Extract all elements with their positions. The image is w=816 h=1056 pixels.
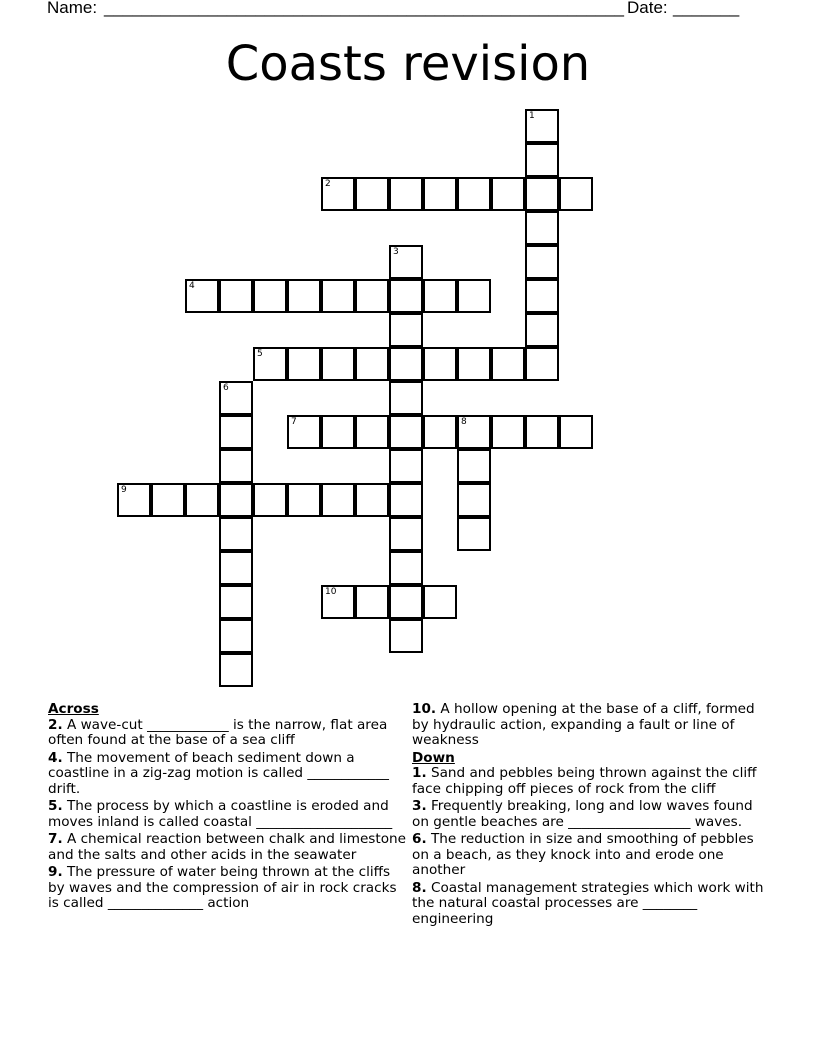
clue-number: 9: [121, 485, 127, 495]
crossword-cell[interactable]: [457, 415, 491, 449]
crossword-cell[interactable]: [219, 653, 253, 687]
crossword-cell[interactable]: [287, 483, 321, 517]
clue-item-number: 7.: [48, 831, 63, 847]
crossword-cell[interactable]: [525, 245, 559, 279]
crossword-cell[interactable]: [253, 483, 287, 517]
crossword-cell[interactable]: [491, 177, 525, 211]
clue-item-text: The process by which a coastline is eroded and moves inland is called coastal ____________________: [48, 798, 393, 830]
crossword-cell[interactable]: [219, 585, 253, 619]
crossword-cell[interactable]: [185, 279, 219, 313]
crossword-cell[interactable]: [219, 517, 253, 551]
clue-number: 8: [461, 417, 467, 427]
crossword-cell[interactable]: [491, 347, 525, 381]
clue-number: 6: [223, 383, 229, 393]
crossword-cell[interactable]: [525, 211, 559, 245]
clue-item-number: 5.: [48, 798, 63, 814]
crossword-cell[interactable]: [253, 347, 287, 381]
clue-item-text: A chemical reaction between chalk and limestone and the salts and other acids in the seawater: [48, 831, 407, 863]
clue-item: [412, 881, 770, 928]
crossword-cell[interactable]: [389, 381, 423, 415]
crossword-cell[interactable]: [525, 279, 559, 313]
crossword-cell[interactable]: [219, 551, 253, 585]
crossword-cell[interactable]: [525, 415, 559, 449]
down-heading: Down: [412, 749, 455, 766]
crossword-cell[interactable]: [389, 415, 423, 449]
crossword-cell[interactable]: [457, 347, 491, 381]
clue-number: 10: [325, 587, 337, 597]
clue-item: [412, 832, 770, 879]
crossword-cell[interactable]: [321, 483, 355, 517]
clue-number: 5: [257, 349, 263, 359]
name-blank-line[interactable]: _______________________________________________________: [104, 0, 625, 17]
crossword-cell[interactable]: [423, 279, 457, 313]
crossword-cell[interactable]: [457, 449, 491, 483]
crossword-cell[interactable]: [219, 381, 253, 415]
crossword-cell[interactable]: [457, 517, 491, 551]
crossword-cell[interactable]: [423, 415, 457, 449]
crossword-cell[interactable]: [389, 279, 423, 313]
crossword-cell[interactable]: [389, 313, 423, 347]
crossword-cell[interactable]: [525, 143, 559, 177]
crossword-cell[interactable]: [151, 483, 185, 517]
clue-item-text: The pressure of water being thrown at the cliffs by waves and the compression of air in rock cracks is called ______________ action: [48, 864, 397, 911]
crossword-cell[interactable]: [287, 279, 321, 313]
clue-item-number: 6.: [412, 831, 427, 847]
clue-item: [48, 718, 406, 749]
crossword-cell[interactable]: [355, 347, 389, 381]
clue-item-text: The movement of beach sediment down a coastline in a zig-zag motion is called ____________ drift.: [48, 749, 389, 797]
clue-item-number: 4.: [48, 749, 63, 766]
crossword-cell[interactable]: [525, 177, 559, 211]
clue-item-number: 10.: [412, 701, 437, 717]
crossword-cell[interactable]: [185, 483, 219, 517]
crossword-cell[interactable]: [559, 177, 593, 211]
crossword-cell[interactable]: [389, 177, 423, 211]
across-heading: Across: [48, 701, 99, 717]
clue-item: [48, 751, 406, 798]
crossword-cell[interactable]: [423, 347, 457, 381]
crossword-cell[interactable]: [559, 415, 593, 449]
crossword-cell[interactable]: [389, 449, 423, 483]
clue-item-number: 3.: [412, 798, 427, 814]
page-title: Coasts revision: [225, 36, 591, 92]
crossword-cell[interactable]: [219, 279, 253, 313]
date-label: Date:: [627, 0, 668, 17]
crossword-cell[interactable]: [389, 347, 423, 381]
crossword-cell[interactable]: [355, 279, 389, 313]
crossword-cell[interactable]: [457, 177, 491, 211]
crossword-cell[interactable]: [525, 347, 559, 381]
clue-item-text: A wave-cut ____________ is the narrow, flat area often found at the base of a sea cliff: [48, 716, 388, 748]
name-label: Name:: [47, 0, 98, 17]
clue-item-number: 8.: [412, 879, 427, 896]
crossword-cell[interactable]: [355, 415, 389, 449]
crossword-cell[interactable]: [389, 483, 423, 517]
clue-item-text: The reduction in size and smoothing of pebbles on a beach, as they knock into and erode one another: [412, 831, 754, 878]
crossword-cell[interactable]: [287, 347, 321, 381]
crossword-cell[interactable]: [219, 483, 253, 517]
crossword-cell[interactable]: [423, 177, 457, 211]
clue-item-number: 9.: [48, 864, 63, 880]
crossword-cell[interactable]: [321, 279, 355, 313]
clues-right-column: [412, 702, 770, 929]
crossword-cell[interactable]: [253, 279, 287, 313]
crossword-cell[interactable]: [389, 619, 423, 653]
crossword-cell[interactable]: [525, 313, 559, 347]
date-blank-line[interactable]: _______: [673, 0, 740, 17]
clue-item: [48, 799, 406, 830]
crossword-cell[interactable]: [389, 585, 423, 619]
clues-left-column: [48, 702, 406, 914]
crossword-cell[interactable]: [321, 415, 355, 449]
clue-item-number: 1.: [412, 765, 427, 781]
crossword-cell[interactable]: [321, 347, 355, 381]
crossword-cell[interactable]: [389, 517, 423, 551]
clue-number: 4: [189, 281, 195, 291]
clue-item-text: A hollow opening at the base of a cliff, formed by hydraulic action, expanding a fault or line of weakness: [412, 701, 755, 748]
crossword-cell[interactable]: [491, 415, 525, 449]
crossword-cell[interactable]: [355, 177, 389, 211]
crossword-cell[interactable]: [355, 585, 389, 619]
crossword-cell[interactable]: [423, 585, 457, 619]
crossword-cell[interactable]: [287, 415, 321, 449]
clue-item: [412, 766, 770, 797]
clue-item: [412, 799, 770, 830]
clue-item: [412, 702, 770, 749]
clue-item-text: Sand and pebbles being thrown against the cliff face chipping off pieces of rock from the cliff: [412, 765, 757, 797]
clue-item: [48, 832, 406, 863]
clue-number: 2: [325, 179, 331, 189]
clue-item-text: Coastal management strategies which work with the natural coastal processes are ________ engineering: [412, 879, 764, 927]
across-clue-list-continued: [412, 702, 770, 749]
across-clue-list: [48, 718, 406, 912]
clue-number: 7: [291, 417, 297, 427]
crossword-cell[interactable]: [389, 245, 423, 279]
crossword-cell[interactable]: [389, 551, 423, 585]
clue-number: 1: [529, 111, 535, 121]
crossword-cell[interactable]: [117, 483, 151, 517]
clue-item-text: Frequently breaking, long and low waves found on gentle beaches are __________________ waves.: [412, 798, 753, 830]
clue-item-number: 2.: [48, 716, 63, 733]
clue-item: [48, 865, 406, 912]
crossword-cell[interactable]: [321, 585, 355, 619]
crossword-cell[interactable]: [525, 109, 559, 143]
clue-number: 3: [393, 247, 399, 257]
crossword-cell[interactable]: [219, 619, 253, 653]
down-clue-list: [412, 766, 770, 927]
crossword-cell[interactable]: [219, 415, 253, 449]
crossword-cell[interactable]: [457, 483, 491, 517]
crossword-cell[interactable]: [219, 449, 253, 483]
crossword-cell[interactable]: [457, 279, 491, 313]
crossword-cell[interactable]: [321, 177, 355, 211]
crossword-cell[interactable]: [355, 483, 389, 517]
